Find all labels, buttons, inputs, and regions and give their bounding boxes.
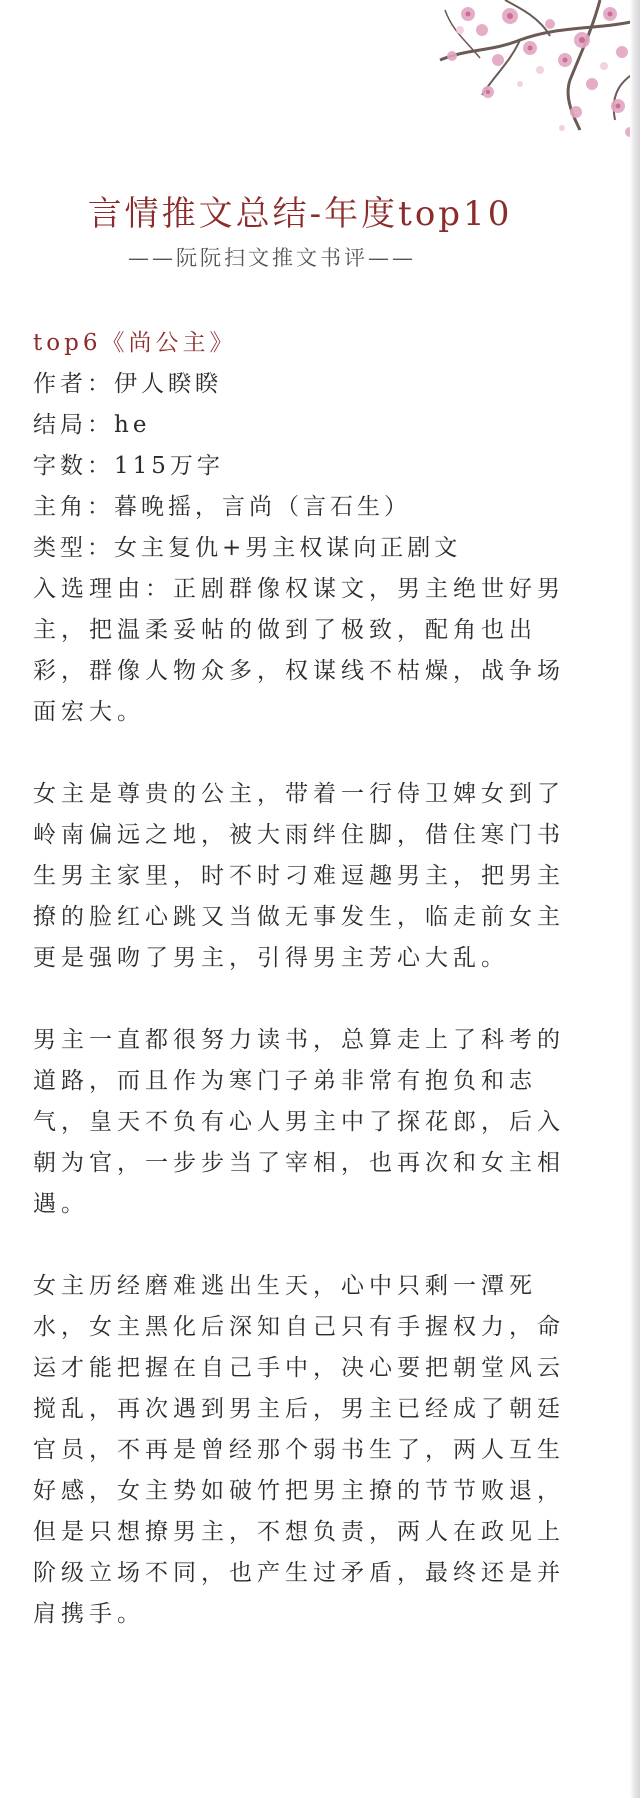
- plum-blossom-branch-illustration: [220, 0, 640, 150]
- paragraph-1: 女主是尊贵的公主，带着一行侍卫婢女到了岭南偏远之地，被大雨绊住脚，借住寒门书生男主家里，时不时刁难逗趣男主，把男主撩的脸红心跳又当做无事发生，临走前女主更是强吻了男主，引得男主芳心大乱。: [33, 781, 565, 971]
- book-heading: top6《尚公主》: [33, 330, 237, 356]
- page-subtitle: ——阮阮扫文推文书评——: [128, 246, 416, 270]
- book-reason: 入选理由：正剧群像权谋文，男主绝世好男主，把温柔妥帖的做到了极致，配角也出彩，群像人物众多，权谋线不枯燥，战争场面宏大。: [33, 576, 565, 725]
- book-author: 作者：伊人睽睽: [33, 371, 222, 397]
- book-genre: 类型：女主复仇+男主权谋向正剧文: [33, 535, 462, 561]
- paragraph-3: 女主历经磨难逃出生天，心中只剩一潭死水，女主黑化后深知自己只有手握权力，命运才能把握在自己手中，决心要把朝堂风云搅乱，再次遇到男主后，男主已经成了朝廷官员，不再是曾经那个弱书生了，两人互生好感，女主势如破竹把男主撩的节节败退，但是只想撩男主，不想负责，两人在政见上阶级立场不同，也产生过矛盾，最终还是并肩携手。: [33, 1273, 565, 1627]
- page-title: 言情推文总结-年度top10: [87, 194, 513, 234]
- paragraph-2: 男主一直都很努力读书，总算走上了科考的道路，而且作为寒门子弟非常有抱负和志气，皇天不负有心人男主中了探花郎，后入朝为官，一步步当了宰相，也再次和女主相遇。: [33, 1027, 565, 1217]
- book-word-count: 字数：115万字: [33, 453, 224, 479]
- article-body: [33, 323, 589, 1635]
- page-edge-shadow: [630, 0, 640, 1798]
- book-ending: 结局：he: [33, 412, 151, 438]
- book-protagonists: 主角：暮晚摇，言尚（言石生）: [33, 494, 411, 520]
